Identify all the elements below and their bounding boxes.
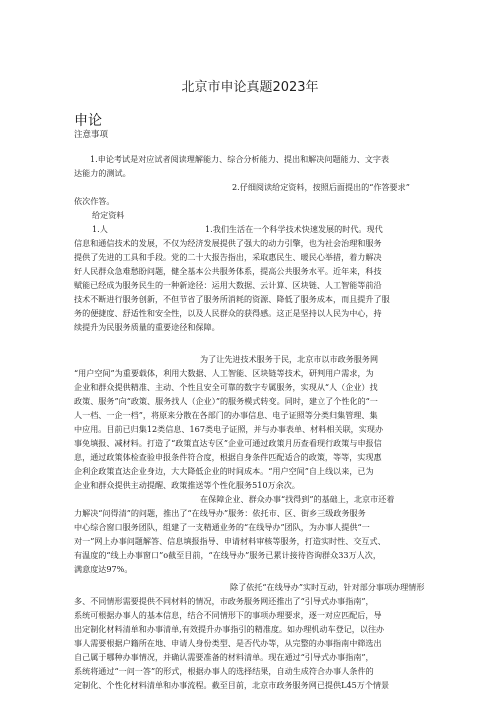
instruction-line: 达能力的测试。 xyxy=(74,168,131,178)
body-line: 企利企政策直达企业身边，大大降低企业的时间成本。“用户空间”自上线以来，已为 xyxy=(74,466,374,476)
body-line: 人一档、一企一档”，将原来分散在各部门的办事信息、电子证照等分类归集管理、集 xyxy=(74,410,378,420)
body-line: 1.人 xyxy=(92,224,108,234)
body-line: 技术不断进行服务创新，不但节省了服务所消耗的资源、降低了服务成本，而且提升了服 xyxy=(74,294,390,304)
body-line: 好人民群众急难愁盼问题，健全基本公共服务体系，提高公共服务水平。近年来，科技 xyxy=(74,266,382,276)
body-line: 政策、服务”向“政策、服务找人（企业）”的服务模式转变。同时，建立了个性化的“一 xyxy=(74,396,378,406)
instruction-line: 2.仔细阅读给定资料，按照后面提出的“作答要求” xyxy=(232,182,410,192)
body-line: 在保障企业、群众办事“找得到”的基础上，北京市还着 xyxy=(200,494,395,504)
instruction-line: 1.申论考试是对应试者阅读理解能力、综合分析能力、提出和解决问题能力、文字表 xyxy=(90,154,390,164)
section-title: 申论 xyxy=(74,113,102,129)
instruction-line: 依次作答。 xyxy=(74,196,115,206)
body-line: 系统将通过“一问一答”的形式，根据办事人的选择结果，自动生成符合办事人条件的 xyxy=(74,666,374,676)
body-line: 企业和群众提供精准、主动、个性且安全可靠的数字专属服务，实现从“人（企业）找 xyxy=(74,382,378,392)
body-line: 系统可根据办事人的基本信息，结合不同情形下的事项办理要求，逐一对应匹配后，导 xyxy=(74,610,382,620)
body-line: 企业和群众提供主动提醒、政策推送等个性化服务510万余次。 xyxy=(74,480,300,490)
body-line: 息，通过政策体检查验申报条件符合度，根据自身条件匹配适合的政策，等等，实现惠 xyxy=(74,452,382,462)
notes-heading: 注意事项 xyxy=(74,130,109,140)
body-line: 1.我们生活在一个科学技术快速发展的时代。现代 xyxy=(205,224,383,234)
body-line: 事人需要根据户籍所在地、申请人身份类型、是否代办等，从完整的办事指南中筛选出 xyxy=(74,638,382,648)
body-line: 对一”网上办事问题解答、信息填报指导、申请材料审核等服务，打造实时性、交互式、 xyxy=(74,536,386,546)
body-line: 续提升为民服务质量的重要途径和保障。 xyxy=(74,322,220,332)
body-line: 中心综合窗口服务团队，组建了一支精通业务的“在线导办”团队，为办事人提供“一 xyxy=(74,522,370,532)
body-line: 满意度达97%。 xyxy=(74,564,133,574)
document-title: 北京市申论真题2023年 xyxy=(181,80,319,95)
body-line: 定制化、个性化材料清单和办事流程。截至目前，北京市政务服务网已提供L45万个情景 xyxy=(74,680,390,690)
body-line: 中应用。目前已归集12类信息、167类电子证照，并与办事表单、材料相关联，实现办 xyxy=(74,424,384,434)
body-line: 自己属于哪种办事情况，并确认需要准备的材料清单。现在通过“引导式办事指南”， xyxy=(74,652,374,662)
body-line: 务的便捷度、舒适性和安全性，以及人民群众的获得感。这正是坚持以人民为中心，持 xyxy=(74,308,382,318)
body-line: 事免填报、减材料。打造了“政策直达专区”企业可通过政策月历查看现行政策与申报信 xyxy=(74,438,382,448)
body-line: 赋能已经成为服务民生的一种新途径：运用大数据、云计算、区块链、人工智能等前沿 xyxy=(74,280,382,290)
body-line: 有温度的“线上办事窗口”o截至目前，“在线导办”服务已累计接待咨询群众33万人次， xyxy=(74,550,381,560)
body-line: 出定制化材料清单和办事清单,有效提升办事指引的精准度。如办理机动车登记，以往办 xyxy=(74,624,385,634)
body-line: 力解决“问得清”的问题，推出了“在线导办”服务：依托市、区、街乡三级政务服务 xyxy=(74,508,366,518)
body-line: 信息和通信技术的发展，不仅为经济发展提供了强大的动力引擎，也为社会治理和服务 xyxy=(74,238,382,248)
material-heading: 给定资料 xyxy=(92,210,125,220)
body-line: “用户空间”为重要载体，利用大数据、人工智能、区块链等技术，研判用户需求，为 xyxy=(74,368,374,378)
body-line: 提供了先进的工具和手段。党的二十大报告指出，采取惠民生、暖民心举措，着力解决 xyxy=(74,252,382,262)
body-line: 多、不同情形需要提供不同材料的情况，市政务服务网还推出了“引导式办事指南”， xyxy=(74,596,374,606)
body-line: 除了依托“在线导办”实时互动，针对部分事项办理情形 xyxy=(230,582,425,592)
body-line: 为了让先进技术服务于民，北京市以市政务服务网 xyxy=(200,354,379,364)
